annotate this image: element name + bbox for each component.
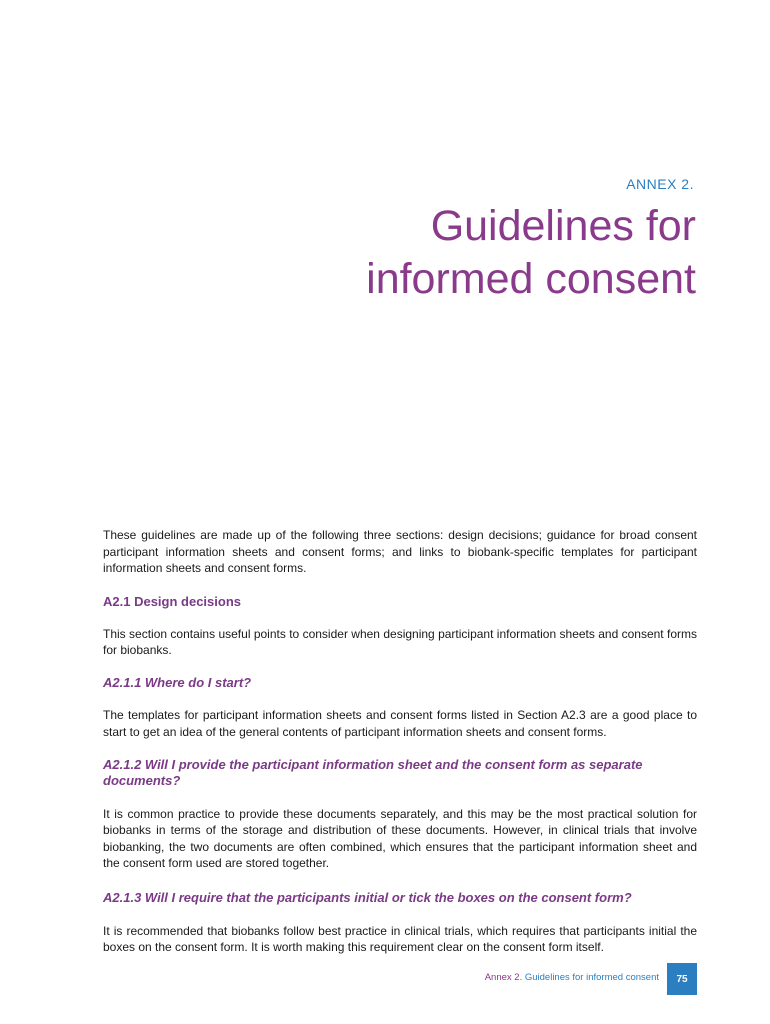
page-title — [366, 200, 696, 306]
subsection-3-paragraph: It is recommended that biobanks follow best practice in clinical trials, which requires that participants initial the boxes on the consent form. It is worth making this requirement clear on the consent form itself. — [103, 923, 697, 955]
subsection-3-heading: A2.1.3 Will I require that the participants initial or tick the boxes on the consent form? — [103, 890, 632, 906]
page-title-line-1: Guidelines for — [430, 202, 696, 250]
footer-running-title — [485, 972, 659, 983]
page-footer — [485, 963, 697, 995]
section-paragraph: This section contains useful points to consider when designing participant information sheets and consent forms for biobanks. — [103, 626, 697, 658]
page-number: 75 — [667, 963, 697, 995]
subsection-2-paragraph: It is common practice to provide these documents separately, and this may be the most practical solution for biobanks in terms of the storage and distribution of these documents. However, in clinical trials that involve biobanking, the two documents are often combined, which ensures that the participant information sheet and the consent form used are stored together. — [103, 806, 697, 871]
intro-paragraph: These guidelines are made up of the following three sections: design decisions; guidance for broad consent participant information sheets and consent forms; and links to biobank-specific templates for participant information sheets and consent forms. — [103, 528, 697, 576]
subsection-1-heading: A2.1.1 Where do I start? — [103, 674, 252, 690]
annex-label: ANNEX 2. — [626, 176, 694, 192]
section-heading: A2.1 Design decisions — [103, 593, 241, 609]
main-content — [103, 527, 697, 956]
footer-title: Guidelines for informed consent — [524, 971, 659, 983]
page-title-line-2: informed consent — [366, 255, 696, 303]
subsection-1-paragraph: The templates for participant information sheets and consent forms listed in Section A2.3 are a good place to start to get an idea of the general contents of participant information sheets and consent forms. — [103, 708, 697, 740]
subsection-2-heading: A2.1.2 Will I provide the participant information sheet and the consent form as separate documents? — [103, 756, 643, 789]
footer-annex: Annex 2. — [484, 971, 523, 983]
